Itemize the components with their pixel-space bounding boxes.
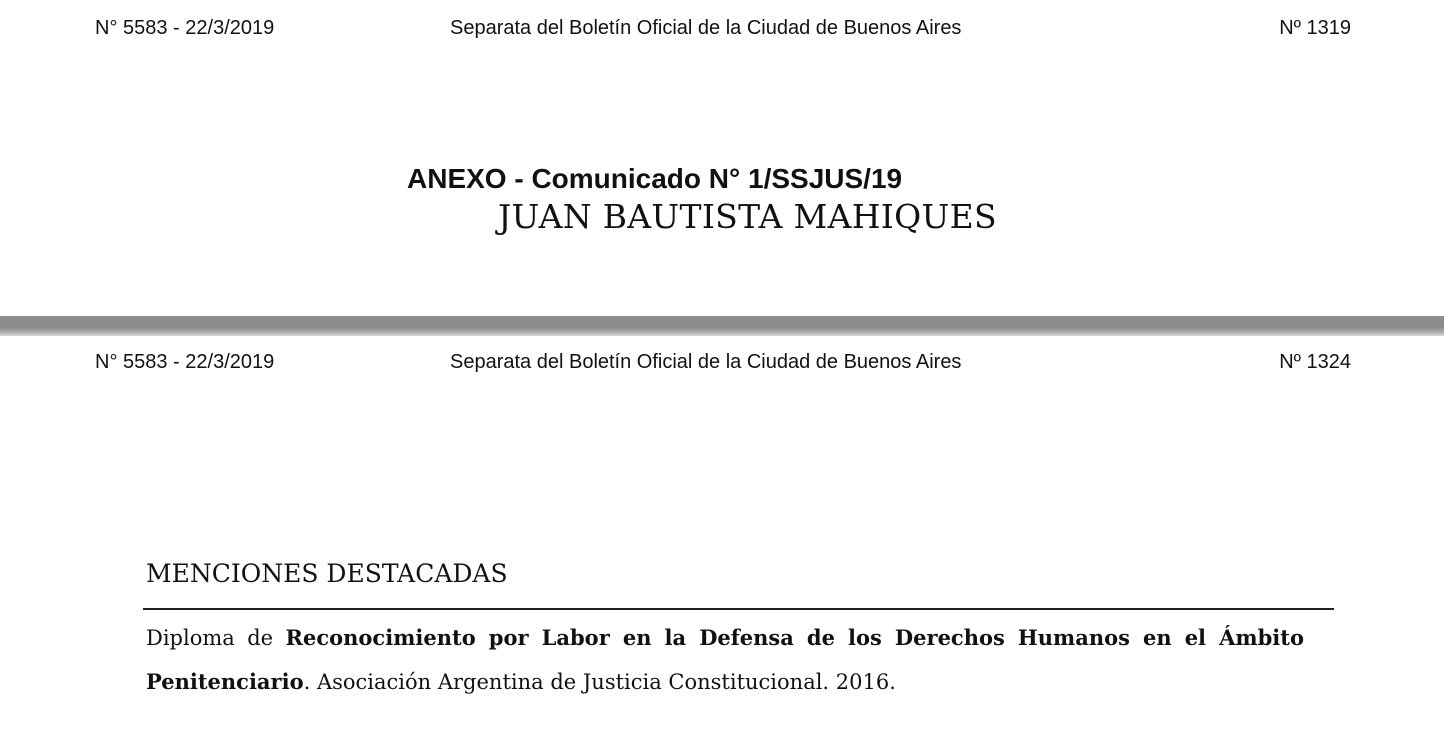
- annex-title: ANEXO - Comunicado N° 1/SSJUS/19: [407, 163, 903, 194]
- header-page-number: Nº 1324: [1279, 351, 1351, 373]
- page-1324: [0, 336, 1444, 748]
- header-publication-title: Separata del Boletín Oficial de la Ciudad de Buenos Aires: [450, 351, 962, 373]
- header-issue-date: N° 5583 - 22/3/2019: [95, 17, 275, 39]
- mention-award-title: Reconocimiento por Labor en la Defensa de los Derechos Humanos en el Ámbito Penitenciario: [146, 625, 1304, 694]
- mention-paragraph: [146, 616, 1304, 704]
- header-publication-title: Separata del Boletín Oficial de la Ciudad de Buenos Aires: [450, 17, 962, 39]
- section-heading: MENCIONES DESTACADAS: [146, 559, 508, 588]
- mention-suffix: . Asociación Argentina de Justicia Constitucional. 2016.: [303, 670, 896, 694]
- mention-prefix: Diploma de: [146, 626, 286, 650]
- page-separator: [0, 316, 1444, 336]
- header-page-number: Nº 1319: [1279, 17, 1351, 39]
- section-divider: [143, 608, 1334, 610]
- annex-name: JUAN BAUTISTA MAHIQUES: [498, 197, 997, 236]
- page-1319: [0, 0, 1444, 316]
- header-issue-date: N° 5583 - 22/3/2019: [95, 351, 275, 373]
